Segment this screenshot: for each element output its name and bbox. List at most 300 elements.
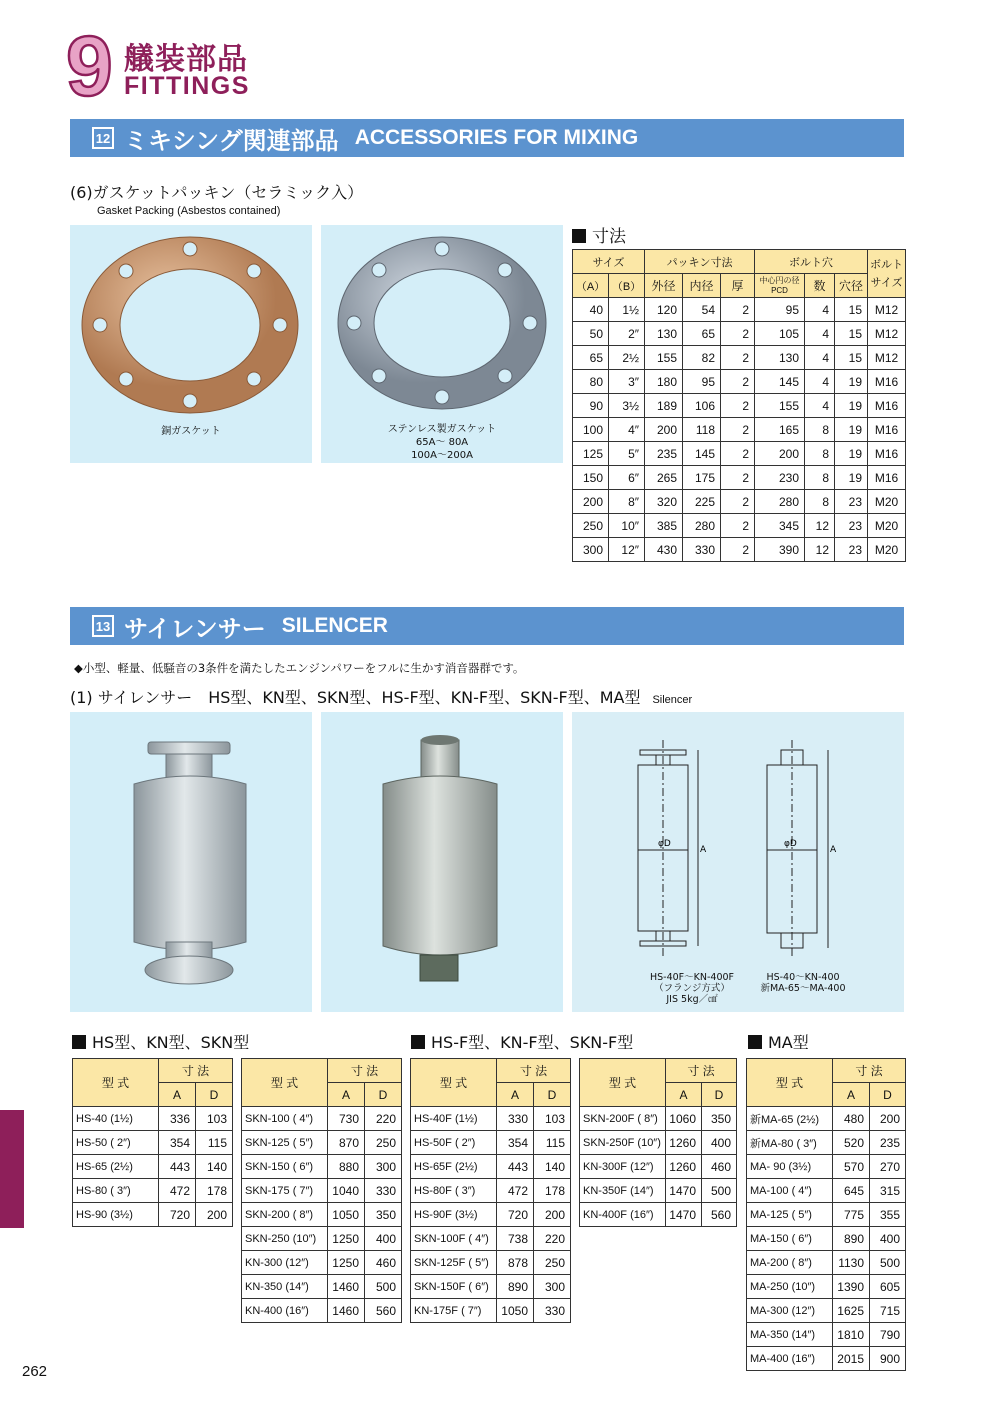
page-number: 262: [22, 1363, 48, 1380]
chapter-number: 9: [66, 19, 113, 113]
stainless-gasket-caption-3: 100A～200A: [411, 450, 473, 461]
table-cell: 560: [702, 1203, 737, 1227]
dimensions-heading: [572, 222, 626, 247]
table-cell: 5″: [609, 442, 645, 466]
model-name: SKN-175 ( 7″): [242, 1179, 328, 1203]
table-cell: 430: [645, 538, 683, 562]
header-b: （B）: [609, 274, 645, 298]
header-d: D: [534, 1083, 571, 1107]
table-cell: 460: [702, 1155, 737, 1179]
table-cell: 443: [159, 1155, 196, 1179]
header-thickness: 厚: [721, 274, 755, 298]
table-cell: 4: [805, 322, 835, 346]
table-cell: 65: [683, 322, 721, 346]
model-name: SKN-150 ( 6″): [242, 1155, 328, 1179]
group-heading-hsf: [411, 1030, 633, 1053]
table-cell: 2: [721, 322, 755, 346]
section-title-en: ACCESSORIES FOR MIXING: [354, 126, 639, 149]
model-name: 新MA-65 (2½): [747, 1107, 833, 1131]
table-cell: 250: [534, 1251, 571, 1275]
section-title-jp: サイレンサー: [124, 614, 266, 643]
table-cell: 235: [645, 442, 683, 466]
skn-model-table: [241, 1058, 402, 1323]
table-cell: 1810: [833, 1323, 870, 1347]
model-name: MA-300 (12″): [747, 1299, 833, 1323]
table-cell: 2½: [609, 346, 645, 370]
gasket-dimensions-table: [572, 249, 906, 562]
model-name: SKN-200 ( 8″): [242, 1203, 328, 1227]
model-name: KN-400F (16″): [580, 1203, 666, 1227]
table-cell: 8: [805, 466, 835, 490]
table-row: [573, 370, 906, 394]
group-heading-ma: [748, 1030, 809, 1053]
table-cell: 460: [365, 1251, 402, 1275]
table-cell: 720: [159, 1203, 196, 1227]
header-dimensions: 寸 法: [666, 1059, 737, 1083]
sknf-model-table: [579, 1058, 737, 1227]
header-bolt-size: ボルトサイズ: [868, 250, 906, 298]
table-cell: 300: [365, 1155, 402, 1179]
table-cell: 200: [573, 490, 609, 514]
table-cell: 500: [870, 1251, 906, 1275]
table-row: [242, 1299, 402, 1323]
chapter-title-jp: 艤装部品: [124, 42, 248, 77]
table-cell: 103: [196, 1107, 233, 1131]
model-name: HS-80 ( 3″): [73, 1179, 159, 1203]
table-cell: 472: [159, 1179, 196, 1203]
table-row: [747, 1179, 906, 1203]
table-cell: 2: [721, 466, 755, 490]
table-cell: 900: [870, 1347, 906, 1371]
section-title-jp: ミキシング関連部品: [124, 126, 339, 155]
table-row: [580, 1131, 737, 1155]
square-bullet-icon: [411, 1035, 425, 1049]
table-cell: 443: [497, 1155, 534, 1179]
model-name: HS-90 (3½): [73, 1203, 159, 1227]
table-row: [242, 1275, 402, 1299]
group-title: HS型、KN型、SKN型: [92, 1033, 250, 1052]
model-name: HS-65F (2½): [411, 1155, 497, 1179]
table-cell: 520: [833, 1131, 870, 1155]
table-row: [573, 490, 906, 514]
table-cell: 178: [196, 1179, 233, 1203]
header-model: 型 式: [73, 1059, 159, 1107]
model-name: KN-350 (14″): [242, 1275, 328, 1299]
table-row: [242, 1155, 402, 1179]
model-name: HS-40 (1½): [73, 1107, 159, 1131]
table-cell: 1470: [666, 1179, 702, 1203]
header-packing: パッキン寸法: [645, 250, 755, 274]
table-cell: 90: [573, 394, 609, 418]
table-row: [411, 1131, 571, 1155]
header-a: A: [833, 1083, 870, 1107]
table-cell: M16: [868, 370, 906, 394]
model-name: MA- 90 (3½): [747, 1155, 833, 1179]
header-bolt-hole: ボルト穴: [755, 250, 868, 274]
drawing-caption-line: HS-40～KN-400: [766, 972, 840, 983]
table-row: [580, 1107, 737, 1131]
header-a: A: [159, 1083, 196, 1107]
header-d: D: [365, 1083, 402, 1107]
table-cell: 4: [805, 394, 835, 418]
table-cell: 605: [870, 1275, 906, 1299]
table-cell: 23: [835, 538, 868, 562]
table-cell: 19: [835, 418, 868, 442]
table-cell: 19: [835, 466, 868, 490]
table-row: [73, 1107, 233, 1131]
header-d: D: [870, 1083, 906, 1107]
table-cell: 1260: [666, 1155, 702, 1179]
table-cell: 390: [755, 538, 805, 562]
table-cell: 8: [805, 442, 835, 466]
table-cell: M16: [868, 466, 906, 490]
hsf-model-table: [410, 1058, 571, 1323]
silencer-title: [70, 685, 692, 708]
table-cell: 2″: [609, 322, 645, 346]
section-number: 12: [92, 127, 114, 149]
table-cell: 1040: [328, 1179, 365, 1203]
flanged-silencer-photo: [70, 712, 312, 1012]
table-cell: 200: [534, 1203, 571, 1227]
model-name: KN-350F (14″): [580, 1179, 666, 1203]
table-cell: 320: [645, 490, 683, 514]
table-cell: 1250: [328, 1251, 365, 1275]
model-name: HS-90F (3½): [411, 1203, 497, 1227]
table-row: [747, 1131, 906, 1155]
table-cell: 790: [870, 1323, 906, 1347]
header-outer-diameter: 外径: [645, 274, 683, 298]
table-cell: 570: [833, 1155, 870, 1179]
header-pcd: 中心円の径PCD: [755, 274, 805, 298]
dimension-drawing-image: [572, 712, 904, 967]
table-cell: M16: [868, 394, 906, 418]
table-cell: 880: [328, 1155, 365, 1179]
table-row: [573, 298, 906, 322]
table-row: [573, 442, 906, 466]
table-cell: 12″: [609, 538, 645, 562]
table-cell: 189: [645, 394, 683, 418]
header-model: 型 式: [747, 1059, 833, 1107]
stainless-gasket-caption-2: 65A～ 80A: [415, 437, 469, 448]
table-cell: 720: [497, 1203, 534, 1227]
table-cell: 120: [645, 298, 683, 322]
table-cell: 80: [573, 370, 609, 394]
table-row: [242, 1179, 402, 1203]
table-row: [411, 1275, 571, 1299]
table-row: [73, 1203, 233, 1227]
table-row: [573, 394, 906, 418]
table-row: [411, 1299, 571, 1323]
table-cell: 140: [196, 1155, 233, 1179]
table-cell: 12: [805, 514, 835, 538]
header-model: 型 式: [242, 1059, 328, 1107]
model-name: SKN-150F ( 6″): [411, 1275, 497, 1299]
square-bullet-icon: [572, 229, 586, 243]
model-name: SKN-250F (10″): [580, 1131, 666, 1155]
model-name: HS-80F ( 3″): [411, 1179, 497, 1203]
table-cell: 354: [159, 1131, 196, 1155]
table-row: [747, 1323, 906, 1347]
table-cell: M12: [868, 298, 906, 322]
table-cell: 200: [196, 1203, 233, 1227]
model-name: MA-125 ( 5″): [747, 1203, 833, 1227]
table-cell: 738: [497, 1227, 534, 1251]
table-cell: 330: [365, 1179, 402, 1203]
table-cell: 145: [683, 442, 721, 466]
table-row: [747, 1227, 906, 1251]
table-cell: 500: [702, 1179, 737, 1203]
chapter-title-en: FITTINGS: [124, 72, 250, 100]
table-cell: 350: [365, 1203, 402, 1227]
table-cell: M16: [868, 442, 906, 466]
drawing-caption-flange: [636, 972, 748, 1005]
header-model: 型 式: [580, 1059, 666, 1107]
table-cell: 775: [833, 1203, 870, 1227]
table-cell: 355: [870, 1203, 906, 1227]
table-cell: 1½: [609, 298, 645, 322]
model-name: SKN-200F ( 8″): [580, 1107, 666, 1131]
copper-gasket-image: [70, 225, 312, 425]
section-13-header: [70, 607, 904, 645]
header-dimensions: 寸 法: [159, 1059, 233, 1083]
a-label-2: A: [830, 845, 837, 855]
table-cell: 19: [835, 370, 868, 394]
model-name: HS-65 (2½): [73, 1155, 159, 1179]
square-bullet-icon: [72, 1035, 86, 1049]
table-row: [73, 1179, 233, 1203]
table-row: [573, 322, 906, 346]
table-cell: 125: [573, 442, 609, 466]
hs-model-table: [72, 1058, 233, 1227]
model-name: MA-150 ( 6″): [747, 1227, 833, 1251]
table-cell: 15: [835, 298, 868, 322]
table-cell: 645: [833, 1179, 870, 1203]
header-dimensions: 寸 法: [497, 1059, 571, 1083]
table-cell: 220: [365, 1107, 402, 1131]
table-cell: 1050: [328, 1203, 365, 1227]
model-name: MA-400 (16″): [747, 1347, 833, 1371]
table-cell: 400: [870, 1227, 906, 1251]
table-row: [747, 1251, 906, 1275]
table-cell: 1250: [328, 1227, 365, 1251]
model-name: HS-40F (1½): [411, 1107, 497, 1131]
table-cell: 345: [755, 514, 805, 538]
table-row: [747, 1275, 906, 1299]
table-row: [573, 538, 906, 562]
table-cell: 890: [497, 1275, 534, 1299]
muffler-silencer-image: [321, 712, 563, 1012]
table-row: [580, 1155, 737, 1179]
table-cell: 350: [702, 1107, 737, 1131]
table-cell: 265: [645, 466, 683, 490]
table-cell: 155: [645, 346, 683, 370]
table-cell: 235: [870, 1131, 906, 1155]
table-cell: 145: [755, 370, 805, 394]
table-cell: 15: [835, 346, 868, 370]
section-number: 13: [92, 615, 114, 637]
header-size: サイズ: [573, 250, 645, 274]
table-cell: 106: [683, 394, 721, 418]
table-row: [573, 466, 906, 490]
table-cell: 3½: [609, 394, 645, 418]
table-cell: 155: [755, 394, 805, 418]
table-cell: 300: [573, 538, 609, 562]
copper-gasket-photo: [70, 225, 312, 463]
table-cell: 730: [328, 1107, 365, 1131]
table-cell: 2: [721, 346, 755, 370]
table-cell: 878: [497, 1251, 534, 1275]
header-a: （A）: [573, 274, 609, 298]
table-cell: 230: [755, 466, 805, 490]
table-row: [411, 1179, 571, 1203]
table-cell: 890: [833, 1227, 870, 1251]
model-name: HS-50F ( 2″): [411, 1131, 497, 1155]
table-cell: 250: [365, 1131, 402, 1155]
table-cell: M20: [868, 538, 906, 562]
table-cell: 560: [365, 1299, 402, 1323]
table-cell: 500: [365, 1275, 402, 1299]
model-name: SKN-100F ( 4″): [411, 1227, 497, 1251]
table-cell: 315: [870, 1179, 906, 1203]
dimensions-title: 寸法: [592, 227, 626, 247]
table-cell: 1260: [666, 1131, 702, 1155]
table-row: [411, 1107, 571, 1131]
table-cell: 82: [683, 346, 721, 370]
header-d: D: [702, 1083, 737, 1107]
drawing-caption-plain: [748, 972, 858, 994]
table-cell: 140: [534, 1155, 571, 1179]
model-name: SKN-125F ( 5″): [411, 1251, 497, 1275]
table-cell: 19: [835, 394, 868, 418]
table-cell: 330: [534, 1299, 571, 1323]
table-cell: 2015: [833, 1347, 870, 1371]
table-cell: 1460: [328, 1275, 365, 1299]
table-cell: M20: [868, 490, 906, 514]
header-dimensions: 寸 法: [833, 1059, 906, 1083]
header-count: 数: [805, 274, 835, 298]
table-cell: 1390: [833, 1275, 870, 1299]
table-cell: 200: [755, 442, 805, 466]
table-cell: 4″: [609, 418, 645, 442]
table-cell: 280: [683, 514, 721, 538]
drawing-caption-line: JIS 5kg／㎠: [666, 994, 718, 1005]
table-cell: 8″: [609, 490, 645, 514]
model-name: MA-100 ( 4″): [747, 1179, 833, 1203]
table-cell: 95: [683, 370, 721, 394]
table-cell: 8: [805, 418, 835, 442]
table-cell: 12: [805, 538, 835, 562]
table-row: [411, 1203, 571, 1227]
table-cell: 200: [645, 418, 683, 442]
table-cell: 6″: [609, 466, 645, 490]
model-name: HS-50 ( 2″): [73, 1131, 159, 1155]
model-name: KN-175F ( 7″): [411, 1299, 497, 1323]
table-cell: 95: [755, 298, 805, 322]
table-cell: 118: [683, 418, 721, 442]
table-cell: 23: [835, 490, 868, 514]
table-cell: 270: [870, 1155, 906, 1179]
table-cell: 354: [497, 1131, 534, 1155]
a-label-1: A: [700, 845, 707, 855]
table-cell: 200: [870, 1107, 906, 1131]
table-cell: 220: [534, 1227, 571, 1251]
stainless-gasket-caption-1: ステンレス製ガスケット: [387, 424, 497, 435]
table-cell: 250: [573, 514, 609, 538]
silencer-title-en: Silencer: [652, 694, 693, 706]
table-row: [242, 1227, 402, 1251]
model-name: MA-350 (14″): [747, 1323, 833, 1347]
group-title: HS-F型、KN-F型、SKN-F型: [431, 1033, 634, 1052]
table-cell: 330: [497, 1107, 534, 1131]
model-name: SKN-125 ( 5″): [242, 1131, 328, 1155]
table-cell: 1470: [666, 1203, 702, 1227]
silencer-note: ◆小型、軽量、低騒音の3条件を満たしたエンジンパワーをフルに生かす消音器群です。: [74, 661, 525, 675]
table-row: [73, 1155, 233, 1179]
table-cell: 225: [683, 490, 721, 514]
table-cell: 400: [702, 1131, 737, 1155]
table-cell: 1130: [833, 1251, 870, 1275]
model-name: MA-200 ( 8″): [747, 1251, 833, 1275]
table-cell: 472: [497, 1179, 534, 1203]
table-row: [73, 1131, 233, 1155]
group-heading-hs: [72, 1030, 249, 1053]
table-cell: 2: [721, 418, 755, 442]
table-cell: 130: [645, 322, 683, 346]
silencer-dimension-drawing: [572, 712, 904, 1012]
header-inner-diameter: 内径: [683, 274, 721, 298]
table-cell: 2: [721, 538, 755, 562]
table-row: [580, 1203, 737, 1227]
table-cell: 2: [721, 394, 755, 418]
table-cell: 4: [805, 346, 835, 370]
drawing-caption-line: 新MA-65～MA-400: [760, 983, 846, 994]
table-row: [747, 1155, 906, 1179]
model-name: KN-300F (12″): [580, 1155, 666, 1179]
table-cell: 150: [573, 466, 609, 490]
header-a: A: [666, 1083, 702, 1107]
table-row: [747, 1203, 906, 1227]
gasket-subtitle: Gasket Packing (Asbestos contained): [97, 205, 281, 217]
side-tab: [0, 1110, 24, 1228]
table-cell: 2: [721, 370, 755, 394]
table-cell: 8: [805, 490, 835, 514]
table-cell: 870: [328, 1131, 365, 1155]
table-row: [747, 1299, 906, 1323]
stainless-gasket-photo: [321, 225, 563, 463]
phi-d-label-2: φD: [784, 839, 797, 849]
table-row: [573, 346, 906, 370]
table-row: [411, 1227, 571, 1251]
header-a: A: [328, 1083, 365, 1107]
flanged-silencer-image: [70, 712, 312, 1012]
model-name: KN-400 (16″): [242, 1299, 328, 1323]
section-title-en: SILENCER: [281, 614, 388, 637]
table-cell: 715: [870, 1299, 906, 1323]
table-cell: 105: [755, 322, 805, 346]
model-name: MA-250 (10″): [747, 1275, 833, 1299]
table-cell: 130: [755, 346, 805, 370]
header-d: D: [196, 1083, 233, 1107]
model-name: SKN-100 ( 4″): [242, 1107, 328, 1131]
table-cell: 385: [645, 514, 683, 538]
table-cell: 23: [835, 514, 868, 538]
table-row: [411, 1251, 571, 1275]
model-name: 新MA-80 ( 3″): [747, 1131, 833, 1155]
table-cell: 65: [573, 346, 609, 370]
header-model: 型 式: [411, 1059, 497, 1107]
ma-model-table: [746, 1058, 906, 1371]
table-cell: 178: [534, 1179, 571, 1203]
